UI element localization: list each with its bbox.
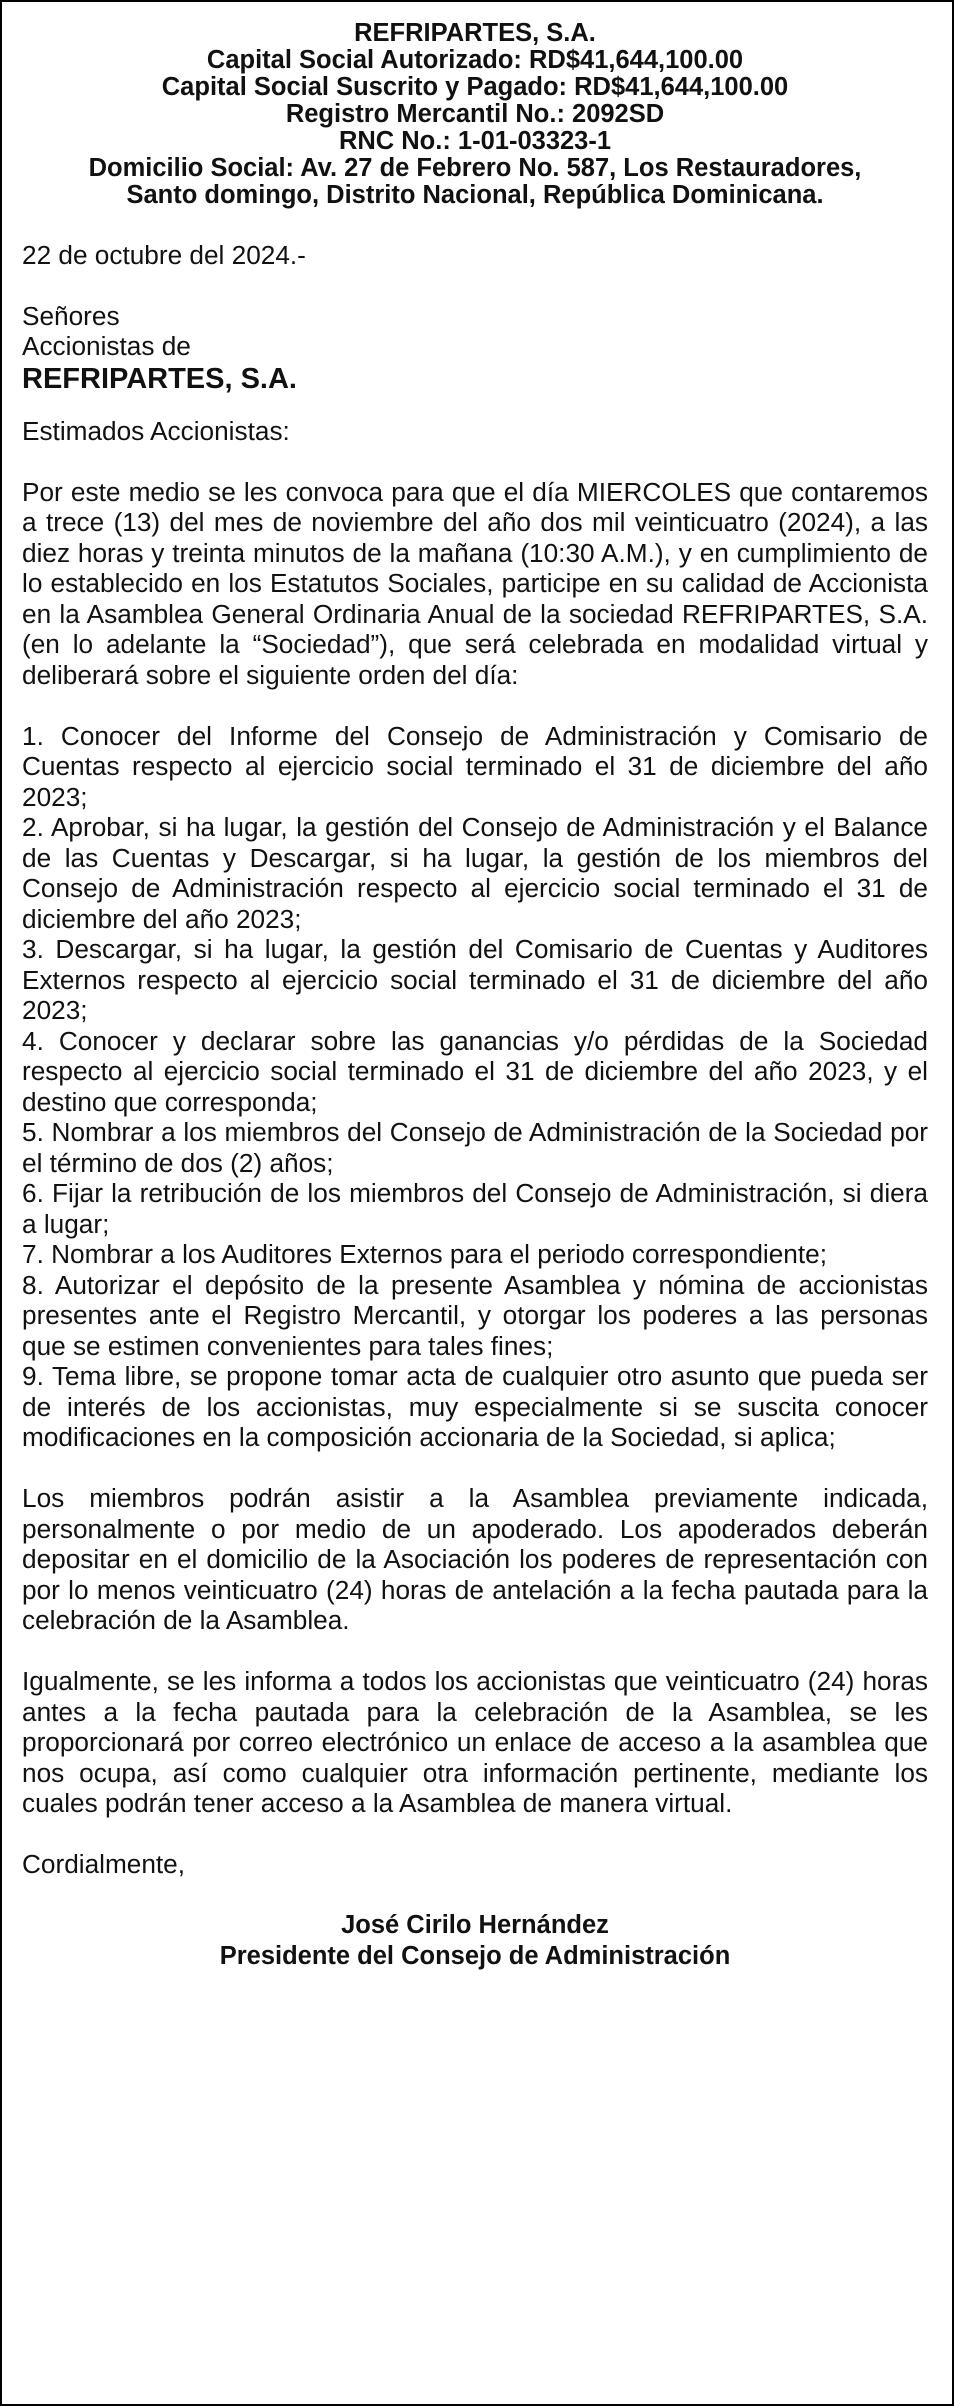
members-paragraph: Los miembros podrán asistir a la Asamblea previamente indicada, personalmente o por medio de un apoderado. Los apoderados deberán depositar en el domicilio de la Asociación los poderes de representación con por lo menos veinticuatro (24) horas de antelación a la fecha pautada para la celebración de la Asamblea.	[22, 1483, 928, 1635]
capital-suscrito: Capital Social Suscrito y Pagado: RD$41,644,100.00	[161, 73, 789, 101]
addressee-line-2: Accionistas de	[22, 331, 191, 361]
agenda-item: 7. Nombrar a los Auditores Externos para el periodo correspondiente;	[22, 1239, 827, 1269]
signature-block	[22, 1910, 928, 1972]
spacer	[22, 396, 928, 416]
agenda-item: 1. Conocer del Informe del Consejo de Administración y Comisario de Cuentas respecto al ejercicio social terminado el 31 de diciembre del año 2023;	[22, 720, 928, 812]
spacer	[22, 1819, 928, 1850]
signer-name: José Cirilo Hernández	[341, 1911, 609, 1939]
closing: Cordialmente,	[22, 1849, 186, 1879]
agenda-item: 6. Fijar la retribución de los miembros del Consejo de Administración, si diera a lugar;	[22, 1178, 928, 1239]
spacer	[22, 1880, 928, 1911]
spacer	[22, 209, 928, 240]
agenda-item: 5. Nombrar a los miembros del Consejo de Administración de la Sociedad por el término de dos (2) años;	[22, 1117, 928, 1178]
company-name: REFRIPARTES, S.A.	[354, 19, 596, 47]
addressee-company: REFRIPARTES, S.A.	[22, 362, 297, 395]
registro-mercantil: Registro Mercantil No.: 2092SD	[285, 100, 665, 128]
addressee-line-1: Señores	[22, 300, 120, 331]
domicilio-line-1: Domicilio Social: Av. 27 de Febrero No. 587, Los Restauradores,	[88, 154, 862, 182]
agenda-item: 9. Tema libre, se propone tomar acta de cualquier otro asunto que pueda ser de interés de los accionistas, muy especialmente si se suscita conocer modificaciones en la composición accionaria de la Sociedad, si aplica;	[22, 1361, 928, 1452]
spacer	[22, 446, 928, 477]
agenda-item: 2. Aprobar, si ha lugar, la gestión del Consejo de Administración y el Balance de las Cuentas y Descargar, si ha lugar, la gestión de los miembros del Consejo de Administración respecto al ejercicio social terminado el 31 de diciembre del año 2023;	[22, 812, 928, 934]
agenda-item: 8. Autorizar el depósito de la presente Asamblea y nómina de accionistas presentes ante el Registro Mercantil, y otorgar los poderes a las personas que se estimen convenientes para tales fines;	[22, 1269, 928, 1361]
intro-paragraph: Por este medio se les convoca para que el día MIERCOLES que contaremos a trece (13) del mes de noviembre del año dos mil veinticuatro (2024), a las diez horas y treinta minutos de la mañana (10:30 A.M.), y en cumplimiento de lo establecido en los Estatutos Sociales, participe en su calidad de Accionista en la Asamblea General Ordinaria Anual de la sociedad REFRIPARTES, S.A. (en lo adelante la “Sociedad”), que será celebrada en modalidad virtual y deliberará sobre el siguiente orden del día:	[22, 476, 928, 690]
domicilio-line-2: Santo domingo, Distrito Nacional, República Dominicana.	[126, 181, 824, 209]
spacer	[22, 1453, 928, 1484]
spacer	[22, 1636, 928, 1667]
agenda-item: 4. Conocer y declarar sobre las ganancias y/o pérdidas de la Sociedad respecto al ejercicio social terminado el 31 de diciembre del año 2023, y el destino que corresponda;	[22, 1025, 928, 1117]
spacer	[22, 270, 928, 301]
signer-title: Presidente del Consejo de Administración	[219, 1942, 731, 1970]
letterhead	[22, 20, 928, 209]
letter-date: 22 de octubre del 2024.-	[22, 239, 306, 270]
salutation: Estimados Accionistas:	[22, 415, 290, 446]
agenda-list	[22, 721, 928, 1453]
rnc-number: RNC No.: 1-01-03323-1	[338, 127, 612, 155]
virtual-access-paragraph: Igualmente, se les informa a todos los accionistas que veinticuatro (24) horas antes a la fecha pautada para la celebración de la Asamblea, se les proporcionará por correo electrónico un enlace de acceso a la asamblea que nos ocupa, así como cualquier otra información pertinente, mediante los cuales podrán tener acceso a la Asamblea de manera virtual.	[22, 1666, 928, 1818]
capital-autorizado: Capital Social Autorizado: RD$41,644,100.00	[206, 46, 744, 74]
agenda-item: 3. Descargar, si ha lugar, la gestión del Comisario de Cuentas y Auditores Externos respecto al ejercicio social terminado el 31 de diciembre del año 2023;	[22, 934, 928, 1025]
spacer	[22, 690, 928, 721]
